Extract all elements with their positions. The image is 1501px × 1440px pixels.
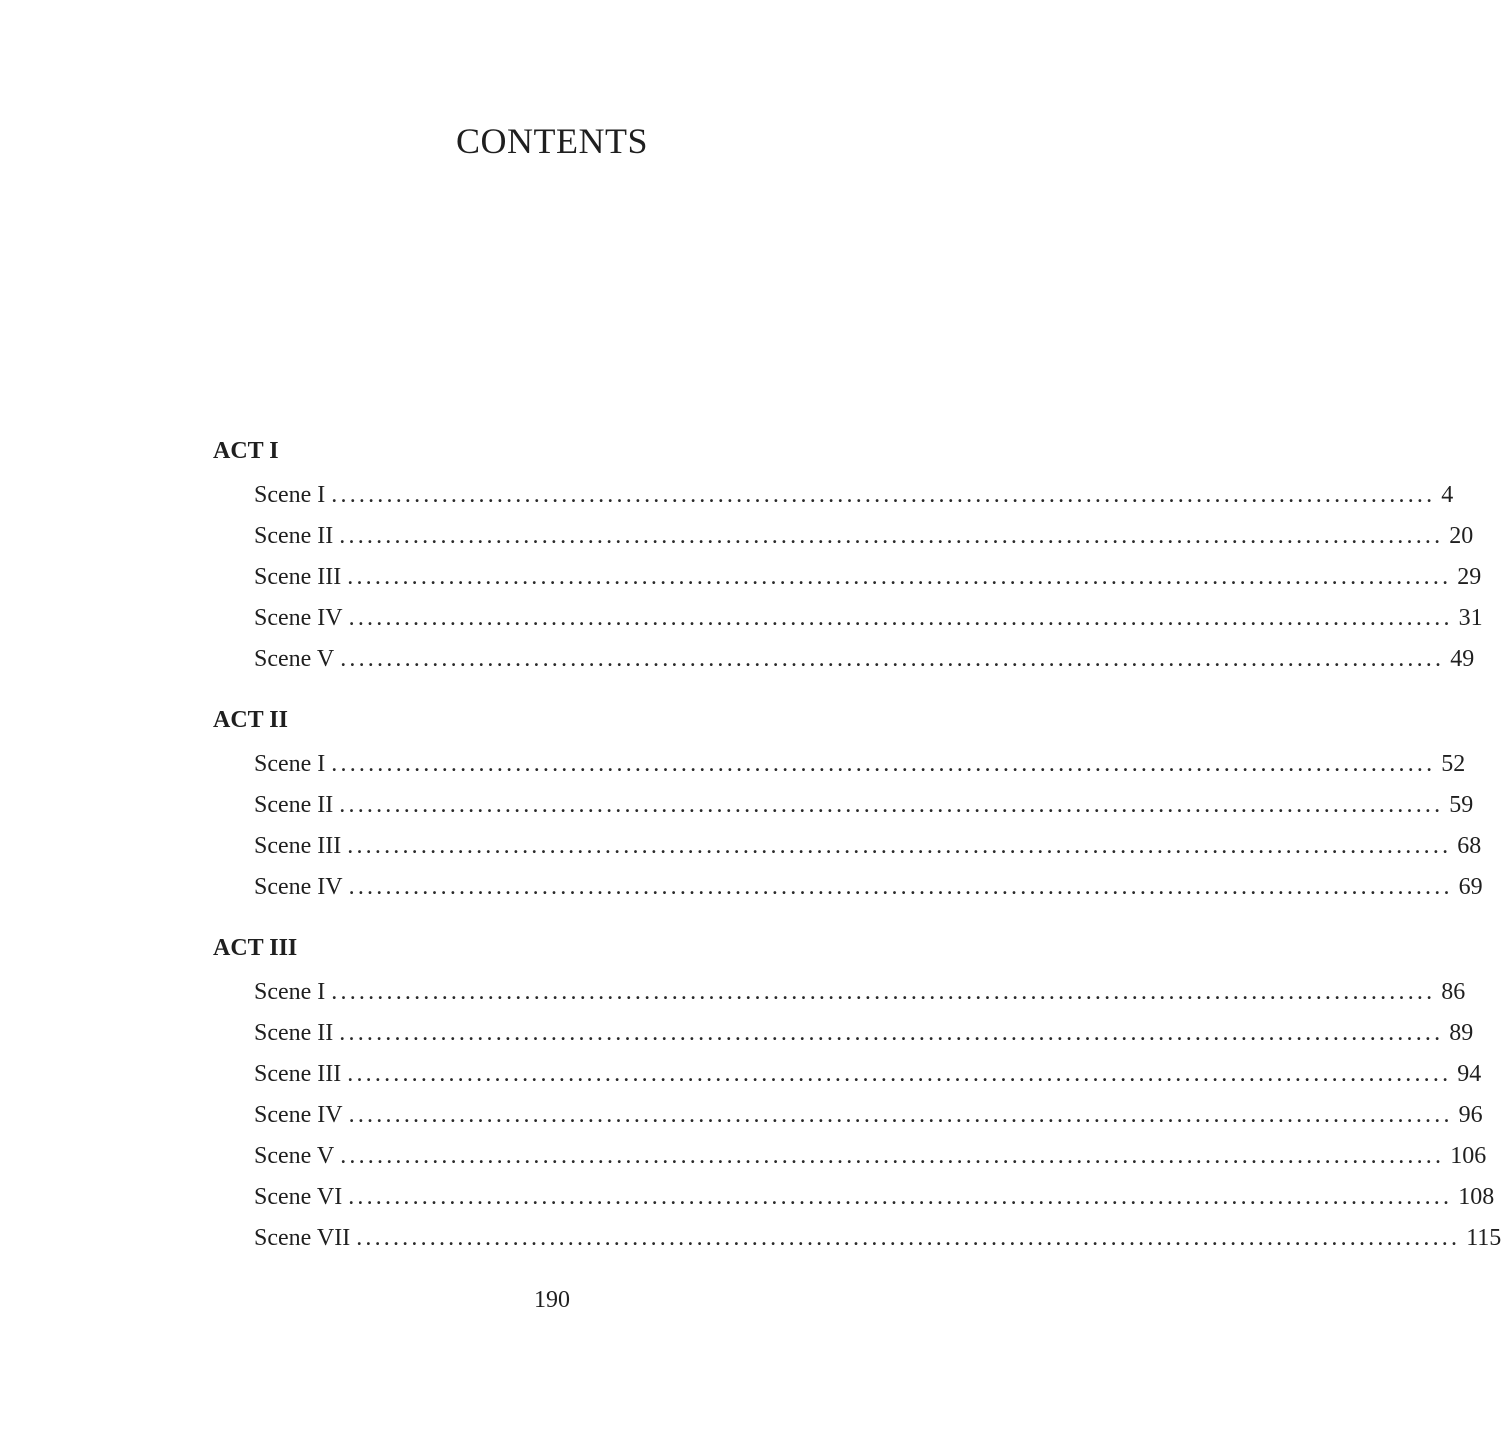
page-title: CONTENTS bbox=[456, 121, 648, 161]
scene-page-number: 59 bbox=[1449, 792, 1474, 818]
scene-page-number: 108 bbox=[1458, 1184, 1495, 1210]
dot-leader: ........................................................................................................................ bbox=[347, 1061, 1452, 1087]
scene-page-number: 96 bbox=[1458, 1102, 1483, 1128]
dot-leader: ........................................................................................................................ bbox=[340, 1143, 1445, 1169]
scene-title: Scene IV bbox=[254, 1102, 343, 1128]
toc-entry[interactable] bbox=[254, 550, 1482, 591]
scene-page-number: 4 bbox=[1441, 482, 1454, 508]
scene-title: Scene I bbox=[254, 979, 326, 1005]
dot-leader: ........................................................................................................................ bbox=[340, 646, 1445, 672]
scene-page-number: 68 bbox=[1457, 833, 1482, 859]
act-section bbox=[213, 703, 1483, 901]
toc-entry[interactable] bbox=[254, 860, 1483, 901]
dot-leader: ........................................................................................................................ bbox=[331, 482, 1436, 508]
scene-title: Scene I bbox=[254, 482, 326, 508]
dot-leader: ........................................................................................................................ bbox=[356, 1225, 1461, 1251]
scene-title: Scene III bbox=[254, 1061, 342, 1087]
toc-entry[interactable] bbox=[254, 737, 1466, 778]
act-section bbox=[213, 434, 1483, 673]
scene-title: Scene IV bbox=[254, 605, 343, 631]
scene-title: Scene II bbox=[254, 523, 334, 549]
toc-entry[interactable] bbox=[254, 1047, 1482, 1088]
table-of-contents bbox=[213, 434, 1501, 1282]
toc-entry[interactable] bbox=[254, 1170, 1495, 1211]
scene-title: Scene VI bbox=[254, 1184, 343, 1210]
scene-page-number: 106 bbox=[1450, 1143, 1487, 1169]
dot-leader: ........................................................................................................................ bbox=[339, 792, 1444, 818]
toc-entry[interactable] bbox=[254, 819, 1482, 860]
dot-leader: ........................................................................................................................ bbox=[347, 564, 1452, 590]
toc-entry[interactable] bbox=[254, 1088, 1483, 1129]
toc-entry[interactable] bbox=[254, 468, 1454, 509]
act-heading: ACT III bbox=[213, 935, 298, 961]
dot-leader: ........................................................................................................................ bbox=[339, 1020, 1444, 1046]
scene-page-number: 31 bbox=[1458, 605, 1483, 631]
dot-leader: ........................................................................................................................ bbox=[331, 979, 1436, 1005]
toc-entry[interactable] bbox=[254, 509, 1474, 550]
dot-leader: ........................................................................................................................ bbox=[347, 833, 1452, 859]
toc-entry[interactable] bbox=[254, 1006, 1474, 1047]
scene-page-number: 86 bbox=[1441, 979, 1466, 1005]
scene-page-number: 89 bbox=[1449, 1020, 1474, 1046]
scene-title: Scene IV bbox=[254, 874, 343, 900]
scene-title: Scene III bbox=[254, 564, 342, 590]
toc-entry[interactable] bbox=[254, 632, 1475, 673]
toc-entry[interactable] bbox=[254, 1211, 1501, 1252]
toc-entry[interactable] bbox=[254, 1129, 1487, 1170]
dot-leader: ........................................................................................................................ bbox=[348, 874, 1453, 900]
scene-page-number: 29 bbox=[1457, 564, 1482, 590]
scene-page-number: 52 bbox=[1441, 751, 1466, 777]
scene-title: Scene III bbox=[254, 833, 342, 859]
toc-entry[interactable] bbox=[254, 778, 1474, 819]
scene-page-number: 115 bbox=[1466, 1225, 1501, 1251]
toc-entry[interactable] bbox=[254, 965, 1466, 1006]
toc-entry[interactable] bbox=[254, 591, 1483, 632]
scene-title: Scene I bbox=[254, 751, 326, 777]
scene-title: Scene II bbox=[254, 1020, 334, 1046]
dot-leader: ........................................................................................................................ bbox=[348, 1184, 1453, 1210]
scene-title: Scene VII bbox=[254, 1225, 351, 1251]
scene-page-number: 49 bbox=[1450, 646, 1475, 672]
scene-page-number: 20 bbox=[1449, 523, 1474, 549]
dot-leader: ........................................................................................................................ bbox=[348, 605, 1453, 631]
scene-title: Scene V bbox=[254, 1143, 335, 1169]
act-heading: ACT II bbox=[213, 707, 288, 733]
scene-page-number: 94 bbox=[1457, 1061, 1482, 1087]
dot-leader: ........................................................................................................................ bbox=[339, 523, 1444, 549]
dot-leader: ........................................................................................................................ bbox=[331, 751, 1436, 777]
act-section bbox=[213, 931, 1501, 1252]
scene-title: Scene II bbox=[254, 792, 334, 818]
scene-title: Scene V bbox=[254, 646, 335, 672]
dot-leader: ........................................................................................................................ bbox=[348, 1102, 1453, 1128]
act-heading: ACT I bbox=[213, 438, 279, 464]
scene-page-number: 69 bbox=[1458, 874, 1483, 900]
page-number: 190 bbox=[534, 1287, 570, 1313]
